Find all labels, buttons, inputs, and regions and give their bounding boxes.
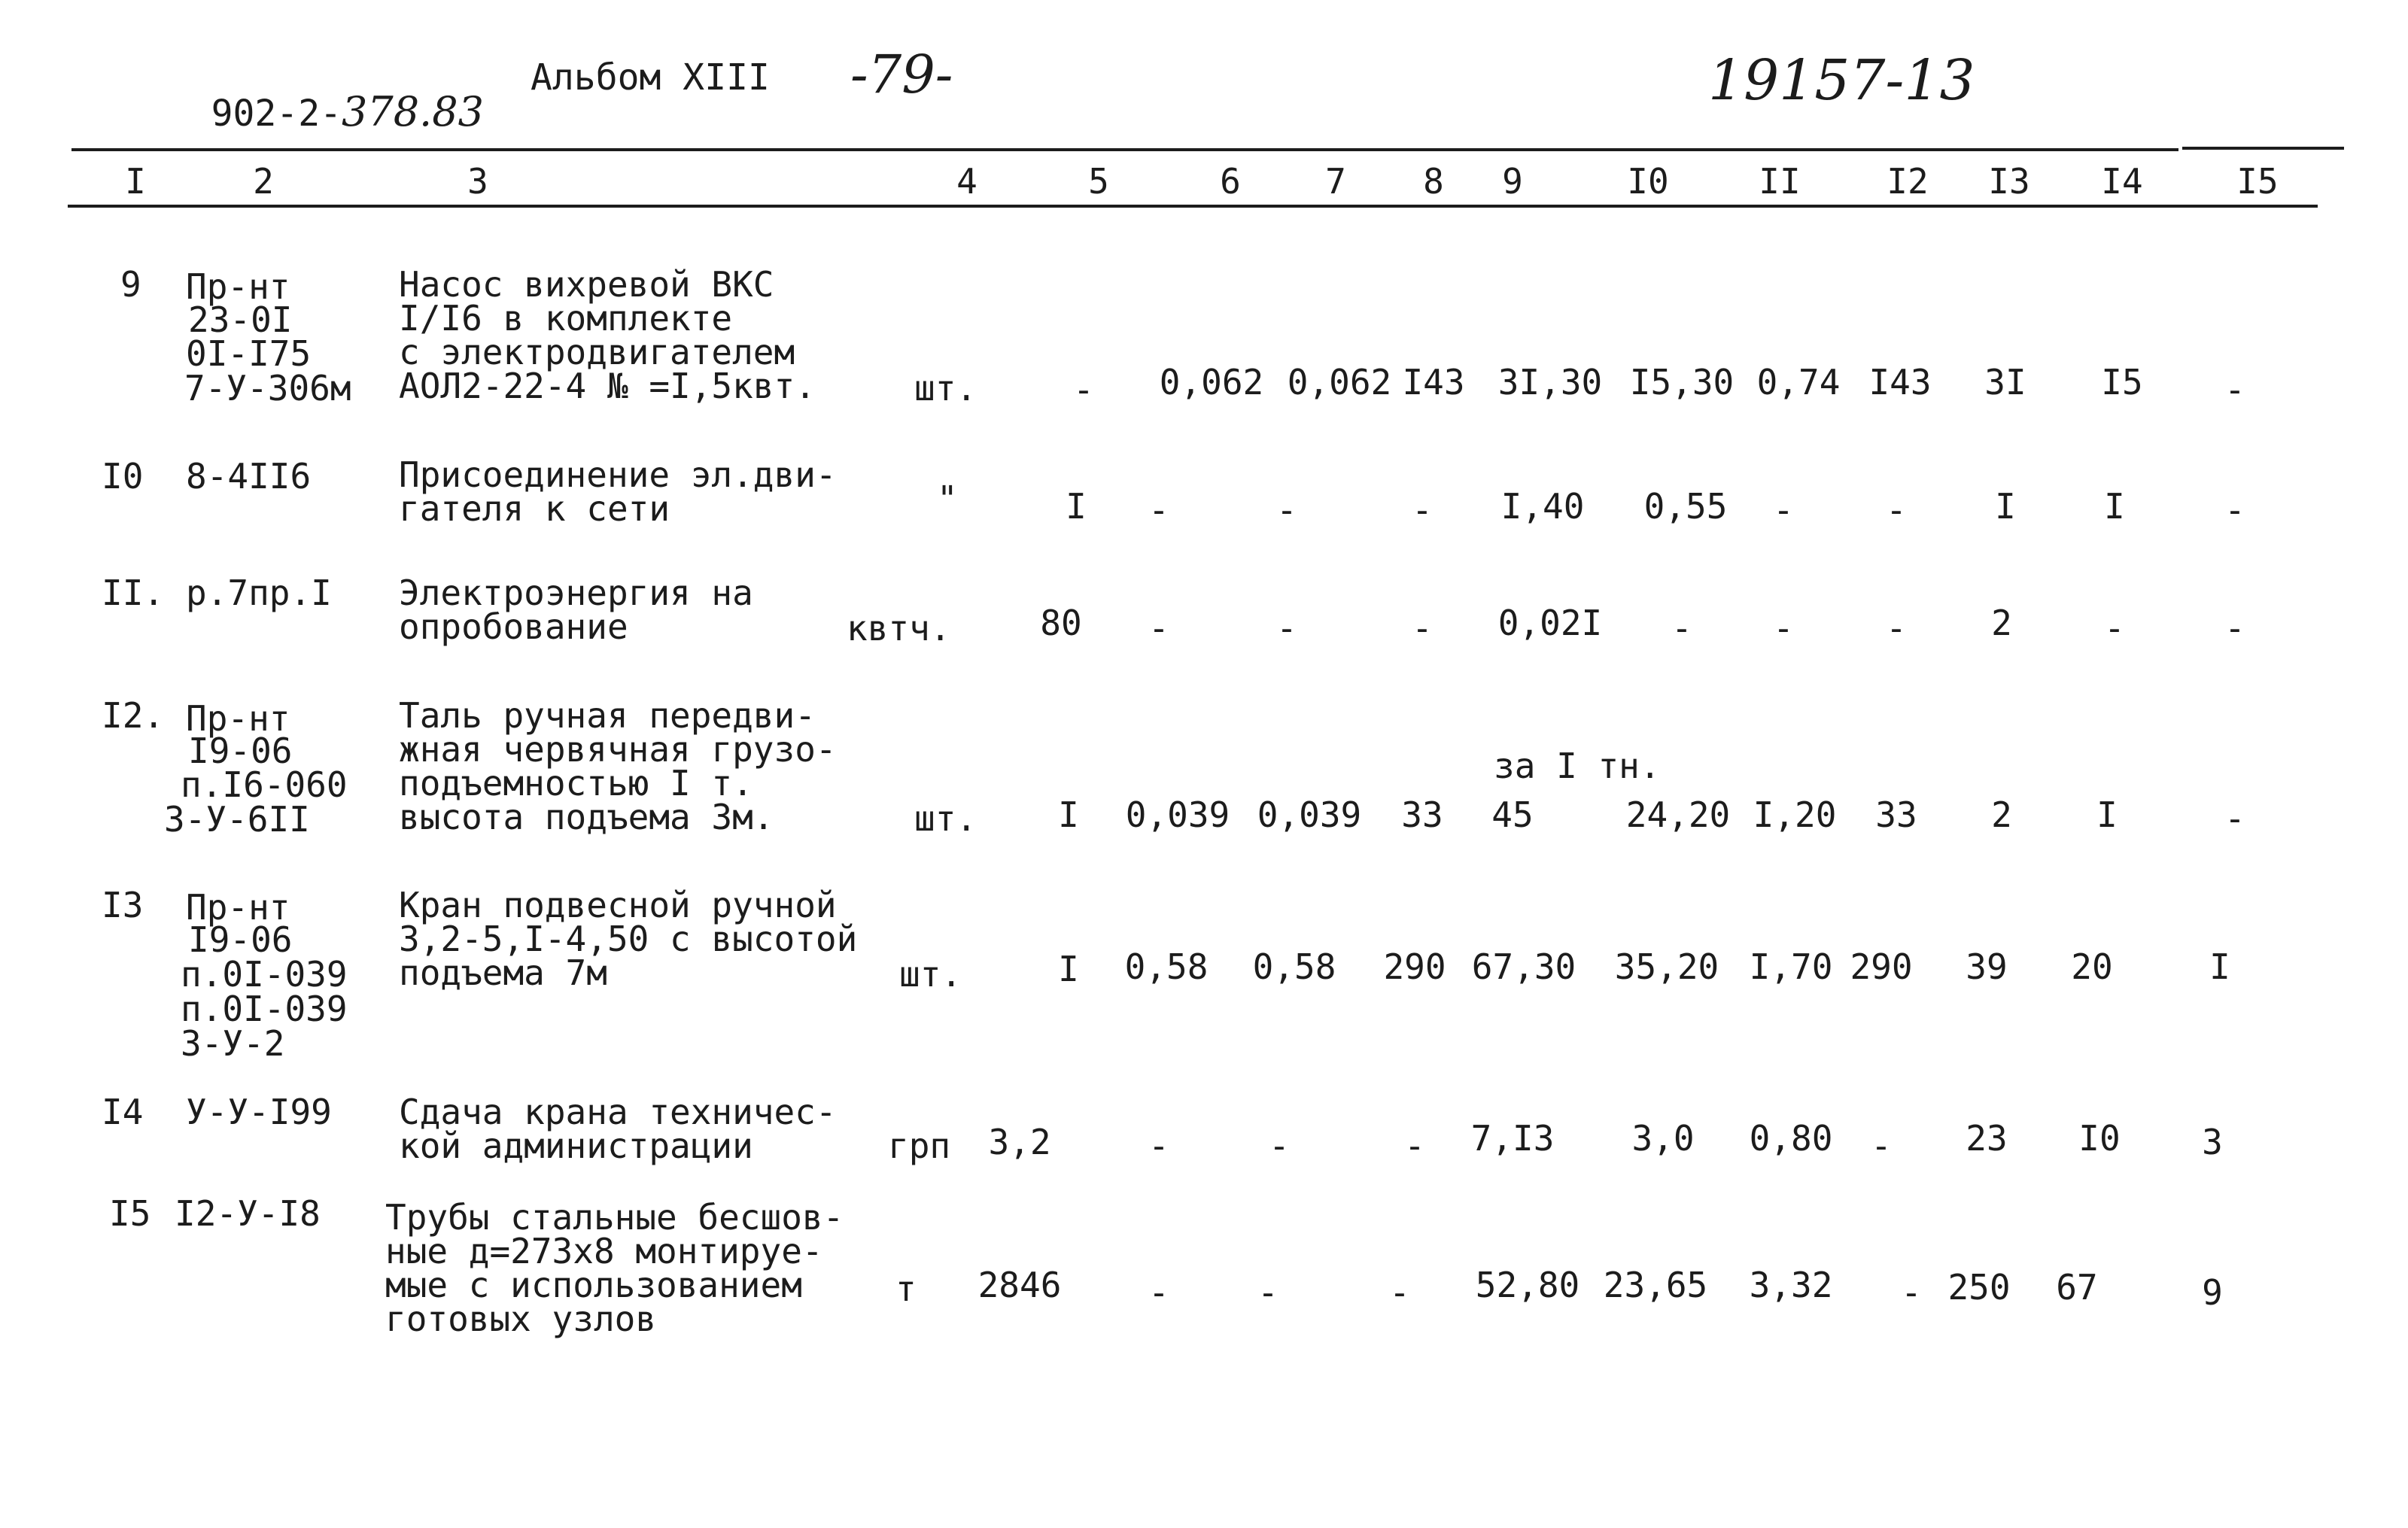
norm-code-line: п.0I-039 <box>181 989 348 1029</box>
norm-code-line: I9-06 <box>188 731 293 771</box>
col-15-value: - <box>2224 490 2245 530</box>
col-header: I <box>125 161 146 202</box>
header-top-rule-right <box>2182 147 2344 150</box>
unit: " <box>937 478 958 519</box>
col-10-value: 35,20 <box>1614 946 1719 987</box>
col-6-value: 0,58 <box>1124 946 1209 987</box>
col-13-value: 3I <box>1984 362 2026 403</box>
col-12-value: 33 <box>1875 794 1917 835</box>
col-6-value: - <box>1148 1125 1169 1166</box>
header-bottom-rule <box>68 205 2318 208</box>
col-header: I5 <box>2236 161 2279 202</box>
description-line: Трубы стальные бесшов- <box>385 1197 844 1238</box>
col-13-value: 39 <box>1966 946 2008 987</box>
col-9-value: 7,I3 <box>1470 1118 1555 1159</box>
norm-code-line: Пр-нт <box>186 266 290 307</box>
col-14-value: 67 <box>2056 1267 2098 1308</box>
col-14-value: - <box>2104 608 2125 649</box>
quantity: I <box>1058 949 1079 989</box>
col-header: I0 <box>1627 161 1669 202</box>
norm-code-line: 3-У-6II <box>164 799 310 840</box>
header-top-rule <box>71 148 2178 151</box>
unit: шт. <box>899 954 962 995</box>
col-10-value: 24,20 <box>1625 794 1731 835</box>
description-line: гателя к сети <box>399 488 670 529</box>
description-line: готовых узлов <box>385 1299 657 1339</box>
col-14-value: 20 <box>2071 946 2113 987</box>
norm-code-line: I9-06 <box>188 919 293 960</box>
col-8-value: 290 <box>1383 946 1446 987</box>
description-line: Таль ручная передви- <box>399 695 816 736</box>
col-header: 7 <box>1325 161 1346 202</box>
col-12-value: - <box>1886 608 1907 649</box>
description-line: кой администрации <box>399 1125 753 1166</box>
col-header: 5 <box>1088 161 1109 202</box>
sheet-code: 19157-13 <box>1708 48 1975 113</box>
norm-code-line: п.I6-060 <box>181 764 348 805</box>
col-10-value: 23,65 <box>1603 1265 1708 1305</box>
col-14-value: I5 <box>2101 362 2143 403</box>
unit: т <box>895 1268 917 1309</box>
description-line: Сдача крана техничес- <box>399 1092 837 1132</box>
col-15-value: - <box>2224 798 2245 839</box>
quantity: I <box>1058 794 1079 835</box>
row-number: I5 <box>109 1193 151 1234</box>
col-13-value: 2 <box>1991 794 2012 835</box>
col-13-value: 2 <box>1991 603 2012 643</box>
col-6-value: - <box>1148 490 1169 530</box>
col-10-value: I5,30 <box>1629 362 1735 403</box>
unit: шт. <box>914 368 977 409</box>
col-7-value: - <box>1276 608 1297 649</box>
col-8-value: I43 <box>1402 362 1465 403</box>
quantity: I <box>1066 486 1087 527</box>
col-11-value: I,20 <box>1753 794 1837 835</box>
doc-code-printed: 902-2- <box>211 93 342 135</box>
norm-code-line: 23-0I <box>188 299 293 340</box>
unit: шт. <box>914 798 977 839</box>
col-header: I4 <box>2101 161 2143 202</box>
col-8-value: 33 <box>1401 794 1443 835</box>
description-line: ные д=273х8 монтируе- <box>385 1231 823 1271</box>
col-11-value: I,70 <box>1749 946 1833 987</box>
col-header: 3 <box>467 161 488 202</box>
doc-code-handwritten: 378.83 <box>341 88 484 135</box>
unit: грп <box>888 1125 951 1166</box>
col-13-value: 23 <box>1966 1118 2008 1159</box>
row-number: I4 <box>102 1092 144 1132</box>
quantity: - <box>1073 369 1094 410</box>
col-7-value: 0,039 <box>1257 794 1362 835</box>
col-15-value: - <box>2224 608 2245 649</box>
col-9-value: 67,30 <box>1471 946 1576 987</box>
description-line: подъемностью I т. <box>399 763 753 803</box>
col-15-value: 3 <box>2202 1122 2223 1162</box>
description-line: I/I6 в комплекте <box>399 298 733 339</box>
album-label: Альбом XIII <box>531 56 770 99</box>
quantity: 3,2 <box>988 1122 1051 1162</box>
col-11-value: 0,74 <box>1756 362 1841 403</box>
col-14-value: I0 <box>2078 1118 2121 1159</box>
col-7-value: 0,062 <box>1287 362 1392 403</box>
description-line: опробование <box>399 606 628 647</box>
col-11-value: 0,80 <box>1749 1118 1833 1159</box>
col-14-value: I <box>2096 794 2118 835</box>
col-header: 8 <box>1423 161 1444 202</box>
page-number: -79- <box>850 44 953 105</box>
col-12-value: I43 <box>1868 362 1932 403</box>
unit: квтч. <box>847 608 951 649</box>
col-12-value: - <box>1871 1125 1892 1166</box>
quantity: 2846 <box>977 1265 1062 1305</box>
row-number: II. <box>102 573 165 613</box>
col-header: 4 <box>956 161 977 202</box>
col-13-value: 250 <box>1947 1267 2011 1308</box>
description-line: АОЛ2-22-4 № =I,5квт. <box>399 366 816 406</box>
norm-code-line: Пр-нт <box>186 887 290 928</box>
col-12-value: 290 <box>1850 946 1913 987</box>
col-14-value: I <box>2104 486 2125 527</box>
description-line: жная червячная грузо- <box>399 729 837 770</box>
description-line: 3,2-5,I-4,50 с высотой <box>399 919 858 959</box>
description-line: Присоединение эл.дви- <box>399 454 837 495</box>
col-7-value: 0,58 <box>1252 946 1336 987</box>
col-10-value: 0,55 <box>1643 486 1728 527</box>
norm-code-line: 8-4II6 <box>186 456 312 497</box>
col-header: 9 <box>1502 161 1523 202</box>
col-7-value: - <box>1269 1125 1290 1166</box>
col-6-value: - <box>1148 608 1169 649</box>
norm-code-line: Пр-нт <box>186 698 290 739</box>
col-10-value: - <box>1671 608 1692 649</box>
row-number: I2. <box>102 695 165 736</box>
description-line: Кран подвесной ручной <box>399 885 837 925</box>
col-11-value: 3,32 <box>1749 1265 1833 1305</box>
col-15-value: 9 <box>2202 1272 2223 1313</box>
norm-code-line: 7-У-306м <box>184 368 351 409</box>
col-8-value: - <box>1404 1125 1425 1166</box>
description-line: Насос вихревой ВКС <box>399 264 774 305</box>
norm-code-line: 0I-I75 <box>186 333 312 374</box>
norm-code-line: п.0I-039 <box>181 954 348 995</box>
col-7-value: - <box>1257 1272 1278 1313</box>
col-6-value: 0,062 <box>1159 362 1264 403</box>
col-11-value: - <box>1773 490 1794 530</box>
col-12-value: - <box>1886 490 1907 530</box>
description-line: Электроэнергия на <box>399 573 753 613</box>
col-11-value: - <box>1773 608 1794 649</box>
col-8-value: - <box>1412 608 1433 649</box>
description-line: с электродвигателем <box>399 332 795 372</box>
col-15-value: - <box>2224 369 2245 410</box>
col-9-value: 52,80 <box>1475 1265 1580 1305</box>
norm-code-line: р.7пр.I <box>186 573 332 613</box>
col-15-value: I <box>2209 946 2230 987</box>
norm-code-line: У-У-I99 <box>186 1092 332 1132</box>
col-header: I3 <box>1988 161 2030 202</box>
row-number: I3 <box>102 885 144 925</box>
col-header: I2 <box>1887 161 1929 202</box>
col-10-value: 3,0 <box>1631 1118 1695 1159</box>
quantity: 80 <box>1040 603 1082 643</box>
description-line: высота подъема 3м. <box>399 797 774 837</box>
col-9-value: 45 <box>1491 794 1534 835</box>
col-8-value: - <box>1389 1272 1410 1313</box>
col-header: 2 <box>253 161 274 202</box>
col-header: II <box>1759 161 1801 202</box>
col-12-value: - <box>1901 1272 1922 1313</box>
row-number: 9 <box>120 264 141 305</box>
description-line: мые с использованием <box>385 1265 802 1305</box>
col-7-value: - <box>1276 490 1297 530</box>
row-number: I0 <box>102 456 144 497</box>
rate-note: за I тн. <box>1494 746 1661 786</box>
norm-code-line: I2-У-I8 <box>175 1193 321 1234</box>
col-8-value: - <box>1412 490 1433 530</box>
col-9-value: I,40 <box>1500 486 1585 527</box>
col-6-value: 0,039 <box>1125 794 1230 835</box>
col-6-value: - <box>1148 1272 1169 1313</box>
col-13-value: I <box>1995 486 2016 527</box>
col-header: 6 <box>1220 161 1241 202</box>
norm-code-line: 3-У-2 <box>181 1023 285 1064</box>
col-9-value: 0,02I <box>1497 603 1603 643</box>
col-9-value: 3I,30 <box>1497 362 1603 403</box>
description-line: подъема 7м <box>399 952 607 993</box>
